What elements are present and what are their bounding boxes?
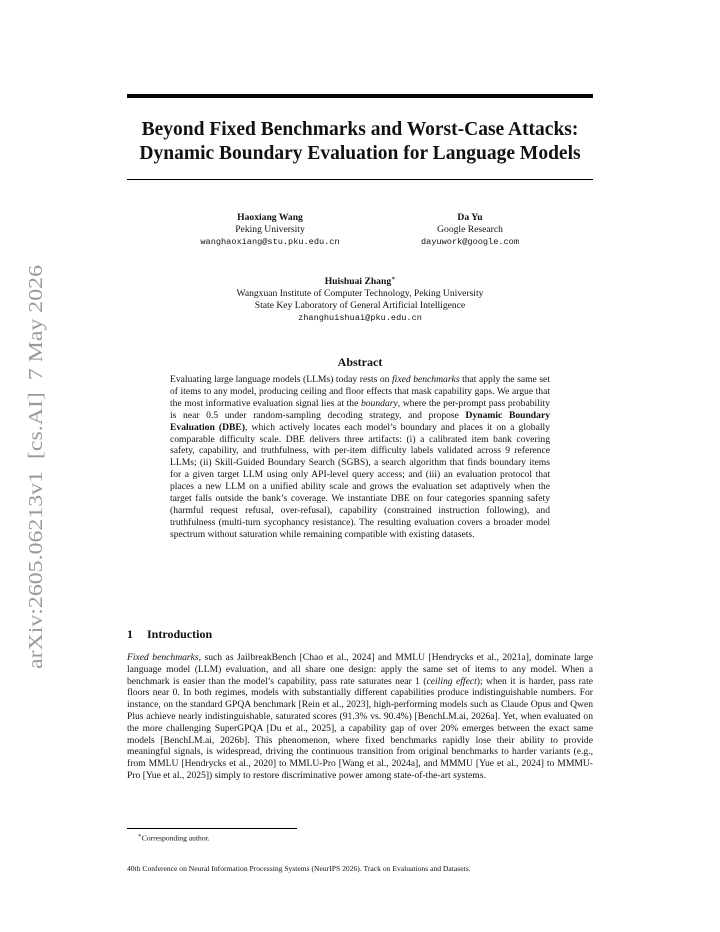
title-line-1: Beyond Fixed Benchmarks and Worst-Case Attacks: bbox=[141, 119, 579, 140]
author-name: Huishuai Zhang bbox=[324, 276, 392, 288]
footnote-rule bbox=[127, 828, 297, 829]
arxiv-stamp bbox=[14, 262, 54, 672]
footnote-marker: ∗ bbox=[138, 833, 142, 839]
corresponding-marker: ∗ bbox=[391, 276, 396, 282]
author-block-1 bbox=[170, 212, 370, 248]
author-affiliation: Wangxuan Institute of Computer Technology, Peking University bbox=[236, 288, 484, 300]
introduction-body bbox=[127, 652, 593, 782]
author-email[interactable]: wanghaoxiang@stu.pku.edu.cn bbox=[200, 237, 340, 247]
title-rule-top bbox=[127, 94, 593, 98]
conference-footer: 40th Conference on Neural Information Processing Systems (NeurIPS 2026). Track on Evaluations and Datasets. bbox=[127, 864, 471, 873]
footnote-text: Corresponding author. bbox=[141, 833, 210, 843]
author-block-2 bbox=[390, 212, 550, 248]
abstract-paragraph: Evaluating large language models (LLMs) today rests on fixed benchmarks that apply the same set of items to any model, producing ceiling and floor effects that mask capability gaps. We argue that the most informative evaluation signal lies at the boundary, where the per-prompt pass probability is near 0.5 under random-sampling decoding strategy, and propose Dynamic Boundary Evaluation (DBE), which actively locates each model’s boundary and places it on a globally comparable difficulty scale. DBE delivers three artifacts: (i) a calibrated item bank covering safety, capability, and truthfulness, with per-item difficulty labels validated across 9 reference LLMs; (ii) Skill-Guided Boundary Search (SGBS), a search algorithm that finds boundary items for a given target LLM using only API-level query access; and (iii) an evaluation protocol that places a new LLM on a unified ability scale and grows the evaluation set adaptively when the target falls outside the bank’s coverage. We instantiate DBE on four categories spanning safety (harmful request refusal, over-refusal), capability (constrained instruction following), and truthfulness (multi-turn sycophancy resistance). The resulting evaluation covers a broader model spectrum without saturation while remaining compatible with existing datasets. bbox=[170, 374, 550, 540]
author-name: Da Yu bbox=[457, 212, 483, 223]
author-block-3 bbox=[170, 273, 550, 324]
title-rule-bottom bbox=[127, 179, 593, 180]
author-affiliation: Peking University bbox=[235, 224, 305, 235]
paper-title bbox=[127, 118, 593, 166]
author-affiliation: Google Research bbox=[437, 224, 503, 235]
footnote bbox=[138, 833, 210, 843]
author-email[interactable]: dayuwork@google.com bbox=[421, 237, 519, 247]
abstract-body bbox=[170, 374, 550, 541]
section-number: 1 bbox=[127, 627, 133, 641]
abstract-heading: Abstract bbox=[337, 355, 383, 369]
arxiv-identifier: arXiv:2605.06213v1 [cs.AI] 7 May 2026 bbox=[26, 338, 47, 669]
author-name: Haoxiang Wang bbox=[237, 212, 303, 223]
section-heading-introduction bbox=[127, 627, 593, 642]
author-affiliation: State Key Laboratory of General Artificial Intelligence bbox=[254, 300, 466, 312]
introduction-paragraph: Fixed benchmarks, such as JailbreakBench [Chao et al., 2024] and MMLU [Hendrycks et al., 2021a], dominate large language model (LLM) evaluation, and all share one design: apply the same set of items to any model. When a benchmark is easier than the model’s capability, pass rate saturates near 1 (ceiling effect); when it is harder, pass rate floors near 0. In both regimes, models with substantially different capabilities produce indistinguishable numbers. For instance, on the standard GPQA benchmark [Rein et al., 2023], high-performing models such as Claude Opus and Qwen Plus achieve nearly indistinguishable, saturated scores (91.3% vs. 90.4%) [BenchLM.ai, 2026a]. Yet, when evaluated on the more challenging SuperGPQA [Du et al., 2025], a capability gap of over 20% emerges between the exact same models [BenchLM.ai, 2026b]. This phenomenon, where fixed benchmarks rapidly lose their ability to provide meaningful signals, is widespread, driving the continuous transition from original benchmarks to harder variants (e.g., from MMLU [Hendrycks et al., 2020] to MMLU-Pro [Wang et al., 2024a], and MMMU [Yue et al., 2024] to MMMU-Pro [Yue et al., 2025]) simply to restore discriminative power among state-of-the-art systems. bbox=[127, 652, 593, 781]
author-email[interactable]: zhanghuishuai@pku.edu.cn bbox=[298, 313, 422, 324]
section-title: Introduction bbox=[147, 627, 213, 641]
title-line-2: Dynamic Boundary Evaluation for Language Models bbox=[139, 143, 581, 164]
